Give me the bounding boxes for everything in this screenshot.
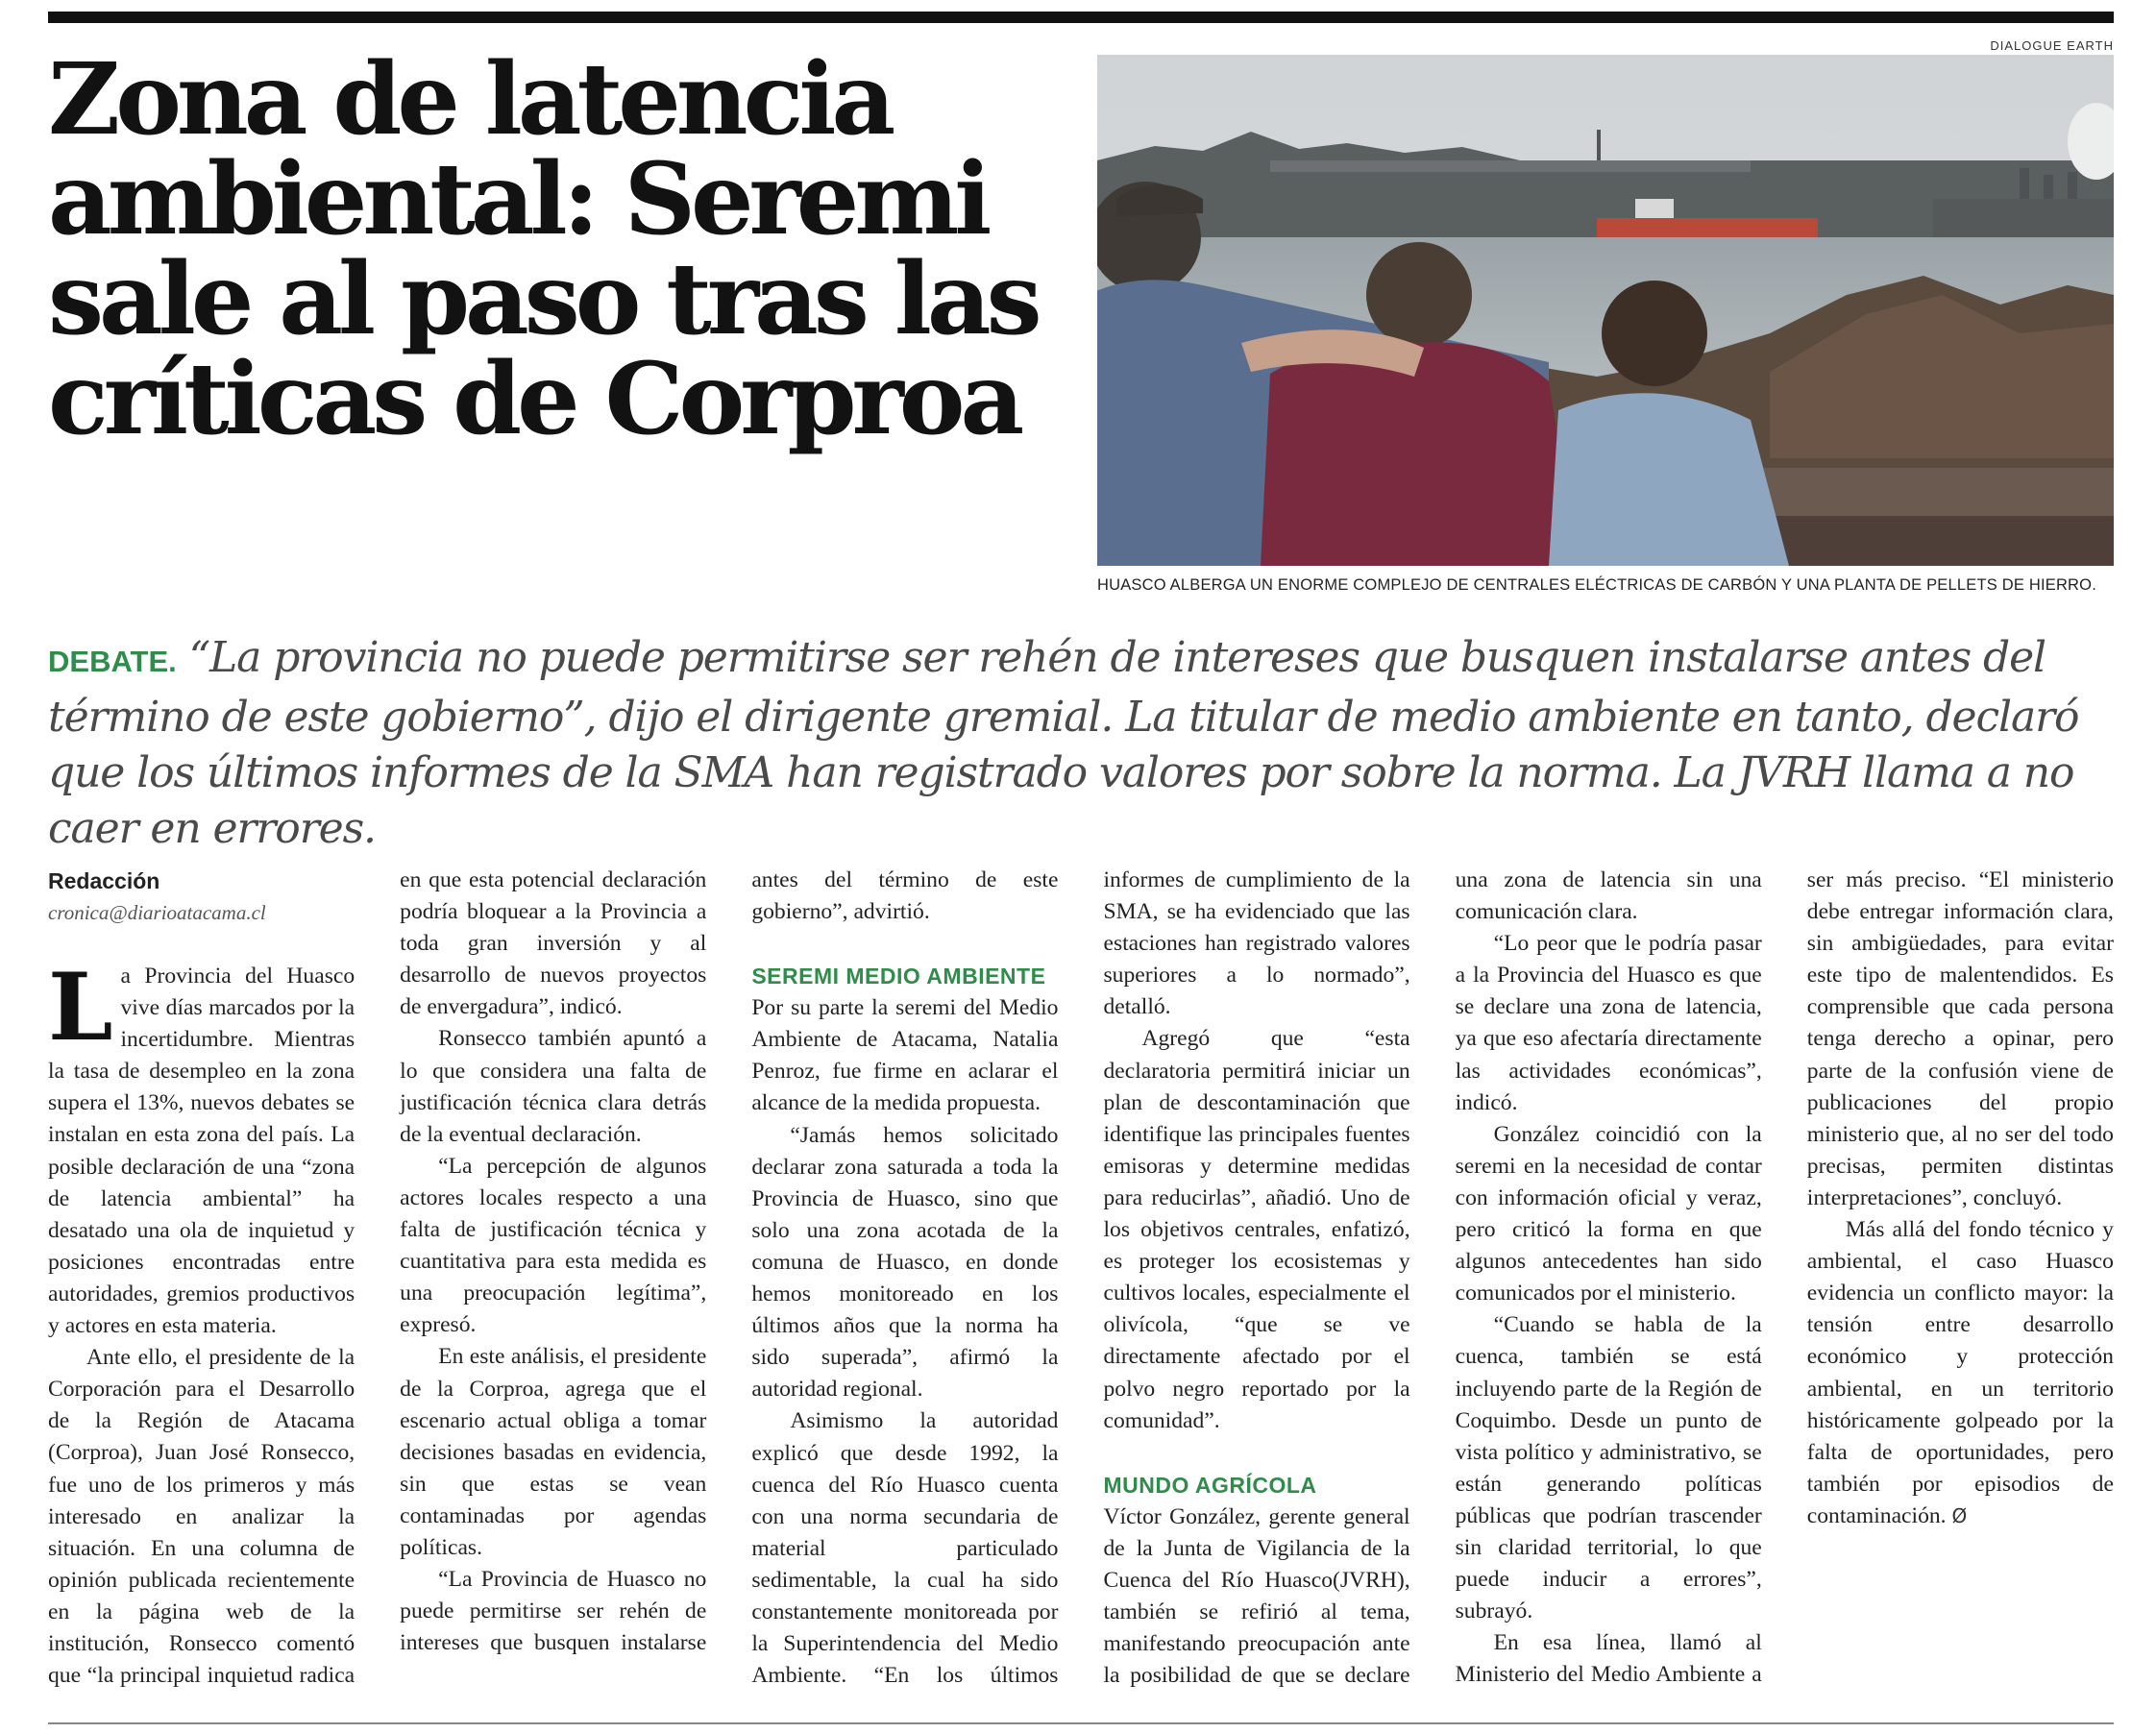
deck (48, 630, 2114, 857)
end-mark-icon: Ø (1951, 1503, 1968, 1527)
article-paragraph: González coincidió con la seremi en la necesidad de contar con información oficial y veraz, pero criticó la forma en que algunos antecedentes han sido comunicados por el ministerio. (1455, 1121, 1762, 1306)
article-paragraph: Asimismo la autoridad explicó que desde 1992, la cuenca del Río Huasco cuenta con una norma secundaria de material particulado sedimentable, la cual ha sido constantemente monitoreada por la Superintendencia del Medio Ambiente. “En los últimos informes de cumplimiento de la SMA, se ha evidenciado que las estaciones han registrado valores superiores a lo normado”, detalló. (751, 867, 1410, 1689)
article-paragraph: La Provincia del Huasco vive días marcados por la incertidumbre. Mientras la tasa de desempleo en la zona supera el 13%, nuevos debates se instalan en esta zona del país. La posible declaración de una “zona de latencia ambiental” ha desatado una ola de inquietud y posiciones encontradas entre autoridades, gremios productivos y actores en esta materia. (48, 953, 355, 1339)
article-photo (1097, 55, 2114, 566)
article-paragraph: “Cuando se habla de la cuenca, también se está incluyendo parte de la Región de Coquimbo. Desde un punto de vista político y administrativo, se están generando políticas públicas que podrían trascender sin claridad territorial, lo que puede inducir a errores”, subrayó. (1455, 1312, 1762, 1624)
bottom-rule (48, 1722, 2114, 1724)
article-paragraph: En esa línea, llamó al Ministerio del Medio Ambiente a ser más preciso. “El ministerio debe entregar información clara, sin ambigüedades, para evitar este tipo de malentendidos. Es comprensible que cada persona tenga derecho a opinar, pero parte de la confusión viene de publicaciones del propio ministerio que, al no ser del todo precisas, permiten distintas interpretaciones”, concluyó. (1455, 867, 2114, 1688)
article-body (48, 865, 2114, 1700)
byline-email: cronica@diarioatacama.cl (48, 901, 266, 924)
article-paragraph: Ronsecco también apuntó a lo que considera una falta de justificación técnica clara detrás de la eventual declaración. (400, 1026, 707, 1147)
article-paragraph: Más allá del fondo técnico y ambiental, el caso Huasco evidencia un conflicto mayor: la tensión entre desarrollo económico y protección ambiental, en un territorio históricamente golpeado por la falta de oportunidades, pero también por episodios de contaminación. Ø (1806, 1217, 2114, 1528)
subhead-seremi: SEREMI MEDIO AMBIENTE (751, 964, 1046, 989)
article-paragraph: Ante ello, el presidente de la Corporación para el Desarrollo de la Región de Atacama (Corproa), Juan José Ronsecco, fue uno de los primeros y más interesado en analizar la situación. En una columna de opinión publicada recientemente en la página web de la institución, Ronsecco comentó que “la principal inquietud radica en que esta potencial declaración podría bloquear a la Provincia a toda gran inversión y al desarrollo de nuevos proyectos de envergadura”, indicó. (48, 867, 707, 1689)
photo-caption: HUASCO ALBERGA UN ENORME COMPLEJO DE CENTRALES ELÉCTRICAS DE CARBÓN Y UNA PLANTA DE PELLETS DE HIERRO. (1097, 576, 2096, 594)
deck-kicker: DEBATE. (48, 645, 177, 678)
article-paragraph: “Jamás hemos solicitado declarar zona saturada a toda la Provincia de Huasco, sino que solo una zona acotada de la comuna de Huasco, en donde hemos monitoreado en los últimos años que la norma ha sido superada”, afirmó la autoridad regional. (751, 1122, 1059, 1403)
drop-cap: L (48, 953, 113, 1062)
top-rule (48, 12, 2114, 23)
photo-illustration (1097, 55, 2114, 566)
article-paragraph: Víctor González, gerente general de la Junta de Vigilancia de la Cuenca del Río Huasco(JVRH), también se refirió al tema, manifestando preocupación ante la posibilidad de que se declare una zona de latencia sin una comunicación clara. (1103, 867, 1762, 1689)
article-paragraph: “Lo peor que le podría pasar a la Provincia del Huasco es que se declare una zona de latencia, ya que eso afectaría directamente las actividades económicas”, indicó. (1455, 931, 1762, 1115)
article-paragraph: “La Provincia de Huasco no puede permitirse ser rehén de intereses que busquen instalarse antes del término de este gobierno”, advirtió. (400, 867, 1059, 1656)
photo-credit: DIALOGUE EARTH (1990, 38, 2114, 53)
article-paragraph: En este análisis, el presidente de la Corproa, agrega que el escenario actual obliga a tomar decisiones basadas en evidencia, sin que estas se vean contaminadas por agendas políticas. (400, 1344, 707, 1560)
article-paragraph: Por su parte la seremi del Medio Ambiente de Atacama, Natalia Penroz, fue firme en aclarar el alcance de la medida propuesta. (751, 995, 1059, 1116)
deck-text: “La provincia no puede permitirse ser rehén de intereses que busquen instalarse antes del término de este gobierno”, dijo el dirigente gremial. La titular de medio ambiente en tanto, declaró que los últimos informes de la SMA han registrado valores por sobre la norma. La JVRH llama a no caer en errores. (48, 633, 2079, 853)
byline: Redacción (48, 868, 160, 893)
article-paragraph: “La percepción de algunos actores locales respecto a una falta de justificación técnica y cuantitativa para esta medida es una preocupación legítima”, expresó. (400, 1153, 707, 1338)
subhead-mundo-agricola: MUNDO AGRÍCOLA (1103, 1472, 1317, 1498)
headline: Zona de latencia ambiental: Seremi sale al paso tras las críticas de Corproa (48, 41, 1038, 457)
article-paragraph: Agregó que “esta declaratoria permitirá iniciar un plan de descontaminación que identifique las principales fuentes emisoras y determine medidas para reducirlas”, añadió. Uno de los objetivos centrales, enfatizó, es proteger los ecosistemas y cultivos locales, especialmente el olivícola, “que se ve directamente afectado por el polvo negro reportado por la comunidad”. (1103, 1026, 1410, 1433)
